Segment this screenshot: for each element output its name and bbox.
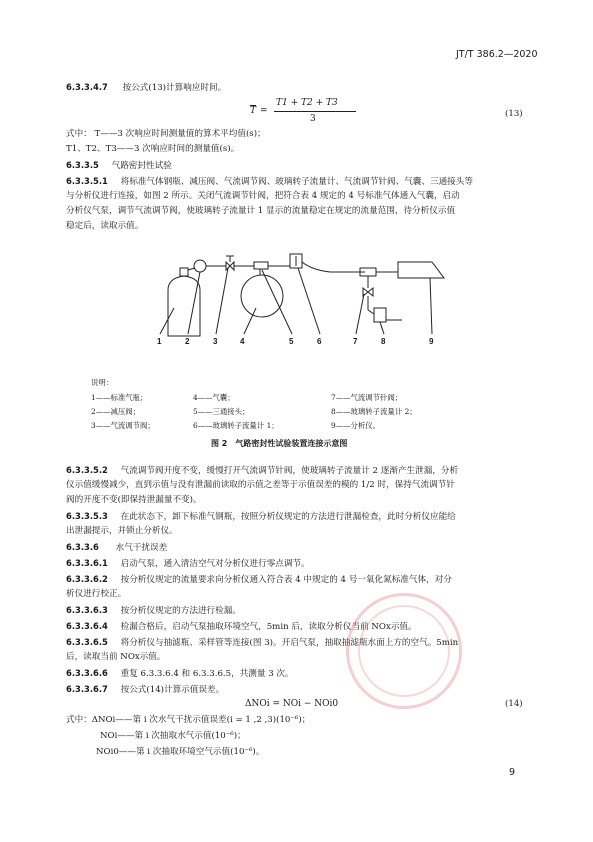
legend-item: 3——气流调节阀； (91, 421, 155, 430)
legend-item: 4——气囊； (193, 393, 235, 402)
clause-number: 6.3.3.6.2 (66, 574, 108, 584)
legend-item: 1——标准气瓶； (91, 393, 148, 402)
figure-label-3: 3 (213, 337, 218, 346)
gas-bag (241, 275, 283, 317)
clause-line: 析仪进行校正。 (66, 589, 127, 599)
clause-number: 6.3.3.6.7 (66, 684, 108, 694)
watermark-stamp (346, 593, 462, 709)
clause-number: 6.3.3.5.3 (66, 511, 108, 521)
clause-6-3-3-5-2 (66, 463, 458, 479)
clause-6-3-3-5-3 (66, 509, 456, 525)
clause-number: 6.3.3.5.1 (66, 176, 108, 186)
page-number: 9 (509, 767, 516, 778)
legend-item: 6——玻璃转子流量计 1； (193, 421, 279, 430)
clause-line: 在此状态下，卸下标准气钢瓶，按照分析仪规定的方法进行泄漏检查，此时分析仪应能给 (120, 512, 456, 522)
figure-2-diagram (150, 248, 450, 348)
figure-label-2: 2 (185, 337, 190, 346)
clause-number: 6.3.3.6.3 (66, 605, 108, 615)
clause-6-3-3-4-7 (66, 80, 226, 96)
clause-text: 按公式(14)计算示值误差。 (120, 685, 225, 695)
clause-line: 后，读取当前 NOx示值。 (66, 652, 166, 662)
tee-joint (254, 262, 268, 269)
clause-number: 6.3.3.4.7 (66, 82, 108, 92)
clause-line: 阀的开度不变(即保持泄漏量不变)。 (66, 495, 202, 505)
needle-valve (363, 288, 373, 296)
figure-caption: 图 2 气路密封性试验装置连接示意图 (211, 439, 348, 448)
where-14-line1: 式中：ΔNOi——第 i 次水气干扰示值误差(i = 1 ,2 ,3)(10⁻⁶)； (66, 715, 311, 725)
figure-label-9: 9 (429, 337, 434, 346)
clause-number: 6.3.3.5.2 (66, 465, 108, 475)
legend-item: 8——玻璃转子流量计 2； (331, 407, 417, 416)
clause-6-3-3-6-1 (66, 556, 310, 572)
clause-line: 按分析仪规定的流量要求向分析仪通入符合表 4 中规定的 4 号一氧化氮标准气体，对分 (120, 575, 452, 585)
clause-6-3-3-6-2 (66, 572, 452, 588)
cylinder-neck (180, 268, 188, 276)
clause-line: 将标准气体钢瓶、减压阀、气流调节阀、玻璃转子流量计、气流调节针阀、气囊、三通接头等 (120, 177, 473, 187)
clause-text: 检漏合格后，启动气泵抽取环境空气，5min 后，读取分析仪当前 NOx示值。 (120, 622, 417, 632)
legend-item: 9——分析仪。 (331, 421, 381, 430)
clause-number: 6.3.3.6.6 (66, 668, 108, 678)
legend-item: 2——减压阀； (91, 407, 141, 416)
clause-6-3-3-6-3 (66, 603, 241, 619)
pressure-reducing-valve (194, 260, 206, 272)
where-13-line1: 式中： T——3 次响应时间测量值的算术平均值(s)； (66, 129, 266, 139)
where-13-line2: T1、T2、T3——3 次响应时间的测量值(s)。 (66, 144, 240, 154)
clause-line: 稳定后，读取示值。 (66, 221, 144, 231)
figure-label-1: 1 (157, 337, 162, 346)
rotameter-2 (374, 308, 386, 322)
clause-line: 将分析仪与抽滤瓶、采样管等连接(图 3)。开启气泵，抽取抽滤瓶水面上方的空气。5min (120, 638, 459, 648)
mean-symbol: $\overline{T}$ (250, 106, 257, 116)
section-title: 气路密封性试验 (111, 161, 172, 171)
analyzer-body (398, 262, 444, 278)
clause-line: 气流调节阀开度不变，缓慢打开气流调节针阀，使玻璃转子流量计 2 逐渐产生泄漏，分析 (120, 466, 459, 476)
where-14-line2: NOi——第 i 次抽取水气示值(10⁻⁶)； (100, 731, 246, 741)
figure-label-5: 5 (289, 337, 294, 346)
clause-text: 启动气泵，通入清洁空气对分析仪进行零点调节。 (120, 559, 310, 569)
equation-14: ΔNOi = NOi − NOi0 (245, 699, 339, 709)
section-title: 水气干扰误差 (115, 543, 168, 553)
figure-label-7: 7 (353, 337, 358, 346)
clause-number: 6.3.3.6.4 (66, 621, 108, 631)
clause-line: 仪示值缓慢减少，直到示值与没有泄漏前读取的示值之差等于示值误差的模的 1/2 时，保持气流调节针 (66, 480, 455, 490)
equation-label-13: (13) (505, 109, 523, 119)
clause-line: 分析仪气泵，调节气流调节阀，使玻璃转子流量计 1 显示的流量稳定在规定的流量范围，待分析仪示值 (66, 206, 456, 216)
clause-6-3-3-5-1 (66, 174, 473, 190)
figure-label-6: 6 (317, 337, 322, 346)
equation-numerator: T1 + T2 + T3 (276, 98, 338, 108)
figure-label-4: 4 (240, 337, 245, 346)
section-number: 6.3.3.6 (66, 542, 99, 552)
clause-number: 6.3.3.6.5 (66, 637, 108, 647)
figure-legend-title: 说明： (91, 378, 114, 387)
clause-6-3-3-6-7 (66, 682, 224, 698)
legend-item: 5——三通接头； (193, 407, 250, 416)
gas-cylinder (168, 276, 200, 336)
clause-line: 与分析仪进行连接，如图 2 所示。关闭气流调节针阀，把符合表 4 规定的 4 号标准气体通入气囊，启动 (66, 191, 460, 201)
clause-text: 重复 6.3.3.6.4 和 6.3.3.6.5，共测量 3 次。 (120, 669, 294, 679)
flow-regulating-valve (226, 262, 234, 270)
clause-6-3-3-6-6 (66, 666, 294, 682)
equation-13: $\overline{T}$ = T1 + T2 + T3 3 (250, 98, 370, 130)
legend-item: 7——气流调节针阀； (331, 393, 403, 402)
section-6-3-3-6 (66, 540, 167, 556)
standard-number: JT/T 386.2—2020 (456, 49, 538, 60)
section-number: 6.3.3.5 (66, 160, 99, 170)
equation-label-14: (14) (505, 699, 523, 709)
section-6-3-3-5 (66, 158, 172, 174)
fraction-bar (274, 111, 356, 112)
clause-text: 按公式(13)计算响应时间。 (122, 83, 227, 93)
clause-line: 出泄漏提示，并锁止分析仪。 (66, 526, 178, 536)
figure-label-8: 8 (381, 337, 386, 346)
equation-denominator: 3 (310, 114, 316, 124)
clause-text: 按分析仪规定的方法进行检漏。 (120, 606, 241, 616)
where-14-line3: NOi0——第 i 次抽取环境空气示值(10⁻⁶)。 (96, 747, 265, 757)
clause-number: 6.3.3.6.1 (66, 558, 108, 568)
